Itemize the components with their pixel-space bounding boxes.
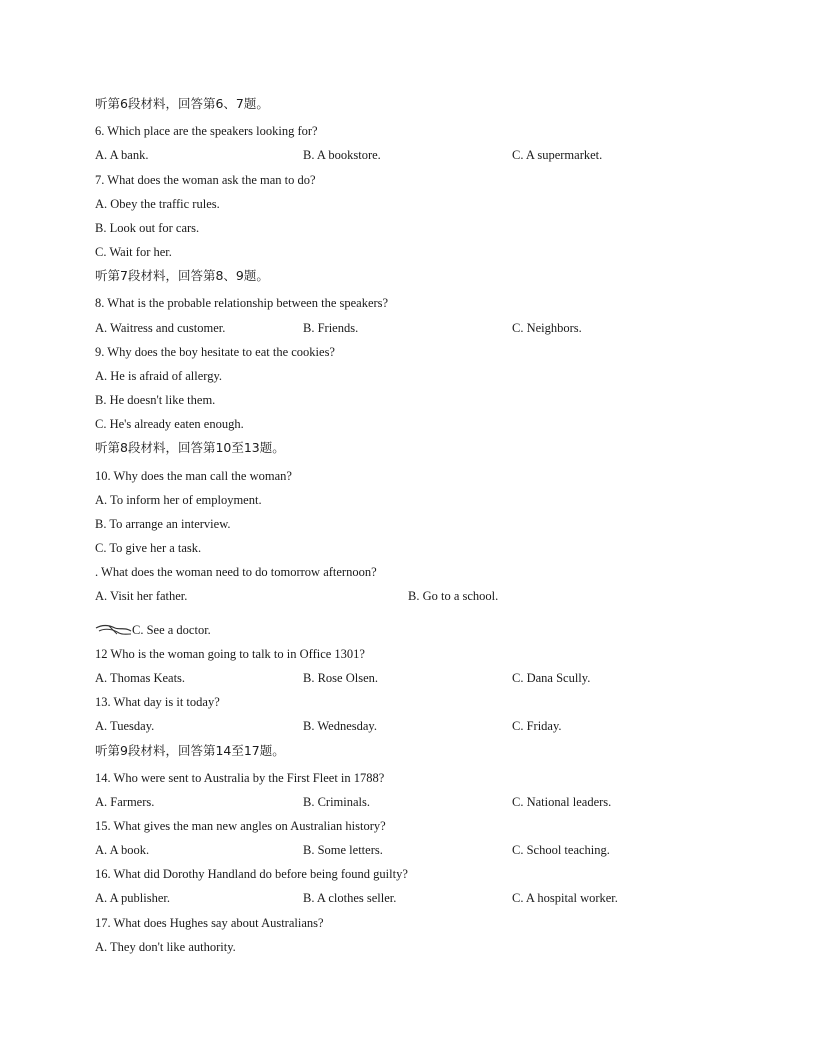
option-a: A. Tuesday.	[95, 719, 155, 733]
section-7-heading: 听第7段材料，回答第8、9题。	[95, 268, 269, 283]
question-14: 14. Who were sent to Australia by the First Fleet in 1788?	[95, 771, 385, 785]
option-a: A. A bank.	[95, 148, 149, 162]
section-8-heading: 听第8段材料，回答第10至13题。	[95, 440, 285, 455]
option-b: B. To arrange an interview.	[95, 517, 231, 531]
question-14-options	[95, 794, 735, 810]
question-12: 12 Who is the woman going to talk to in Office 1301?	[95, 647, 365, 661]
question-15-options	[95, 842, 735, 858]
question-11-option-c-row	[95, 622, 735, 638]
question-6-options	[95, 147, 735, 163]
question-16-options	[95, 890, 735, 906]
option-c: C. Wait for her.	[95, 245, 172, 259]
option-a: A. Obey the traffic rules.	[95, 197, 220, 211]
question-11-options	[95, 588, 735, 604]
option-b: B. A clothes seller.	[303, 891, 397, 905]
option-b: B. Look out for cars.	[95, 221, 200, 235]
option-a: A. A publisher.	[95, 891, 171, 905]
option-b: B. Criminals.	[303, 795, 371, 809]
option-c: C. See a doctor.	[132, 623, 211, 637]
option-b: B. Some letters.	[303, 843, 383, 857]
section-6-heading: 听第6段材料，回答第6、7题。	[95, 96, 269, 111]
question-10: 10. Why does the man call the woman?	[95, 469, 292, 483]
option-a: A. To inform her of employment.	[95, 493, 262, 507]
question-15: 15. What gives the man new angles on Australian history?	[95, 819, 386, 833]
option-c: C. Neighbors.	[512, 321, 582, 335]
option-a: A. Waitress and customer.	[95, 321, 226, 335]
option-b: B. Go to a school.	[408, 589, 499, 603]
question-9: 9. Why does the boy hesitate to eat the cookies?	[95, 345, 335, 359]
question-16: 16. What did Dorothy Handland do before being found guilty?	[95, 867, 408, 881]
question-6: 6. Which place are the speakers looking for?	[95, 124, 318, 138]
question-8-options	[95, 320, 735, 336]
option-b: B. Friends.	[303, 321, 359, 335]
option-b: B. A bookstore.	[303, 148, 381, 162]
option-a: A. A book.	[95, 843, 150, 857]
option-c: C. School teaching.	[512, 843, 610, 857]
question-12-options	[95, 670, 735, 686]
question-11: . What does the woman need to do tomorrow afternoon?	[95, 565, 377, 579]
option-c: C. National leaders.	[512, 795, 612, 809]
option-b: B. He doesn't like them.	[95, 393, 216, 407]
option-c: C. Dana Scully.	[512, 671, 591, 685]
option-a: A. They don't like authority.	[95, 940, 236, 954]
option-a: A. Visit her father.	[95, 589, 188, 603]
option-c: C. Friday.	[512, 719, 562, 733]
question-8: 8. What is the probable relationship between the speakers?	[95, 296, 389, 310]
option-a: A. He is afraid of allergy.	[95, 369, 223, 383]
question-17: 17. What does Hughes say about Australians?	[95, 916, 324, 930]
option-c: C. To give her a task.	[95, 541, 202, 555]
question-13-options	[95, 718, 735, 734]
option-c: C. A supermarket.	[512, 148, 603, 162]
option-c: C. A hospital worker.	[512, 891, 618, 905]
option-a: A. Farmers.	[95, 795, 155, 809]
option-c: C. He's already eaten enough.	[95, 417, 244, 431]
pen-scribble-icon	[95, 622, 133, 638]
section-9-heading: 听第9段材料，回答第14至17题。	[95, 743, 285, 758]
question-7: 7. What does the woman ask the man to do?	[95, 173, 316, 187]
question-13: 13. What day is it today?	[95, 695, 220, 709]
option-b: B. Rose Olsen.	[303, 671, 378, 685]
option-a: A. Thomas Keats.	[95, 671, 186, 685]
option-b: B. Wednesday.	[303, 719, 377, 733]
